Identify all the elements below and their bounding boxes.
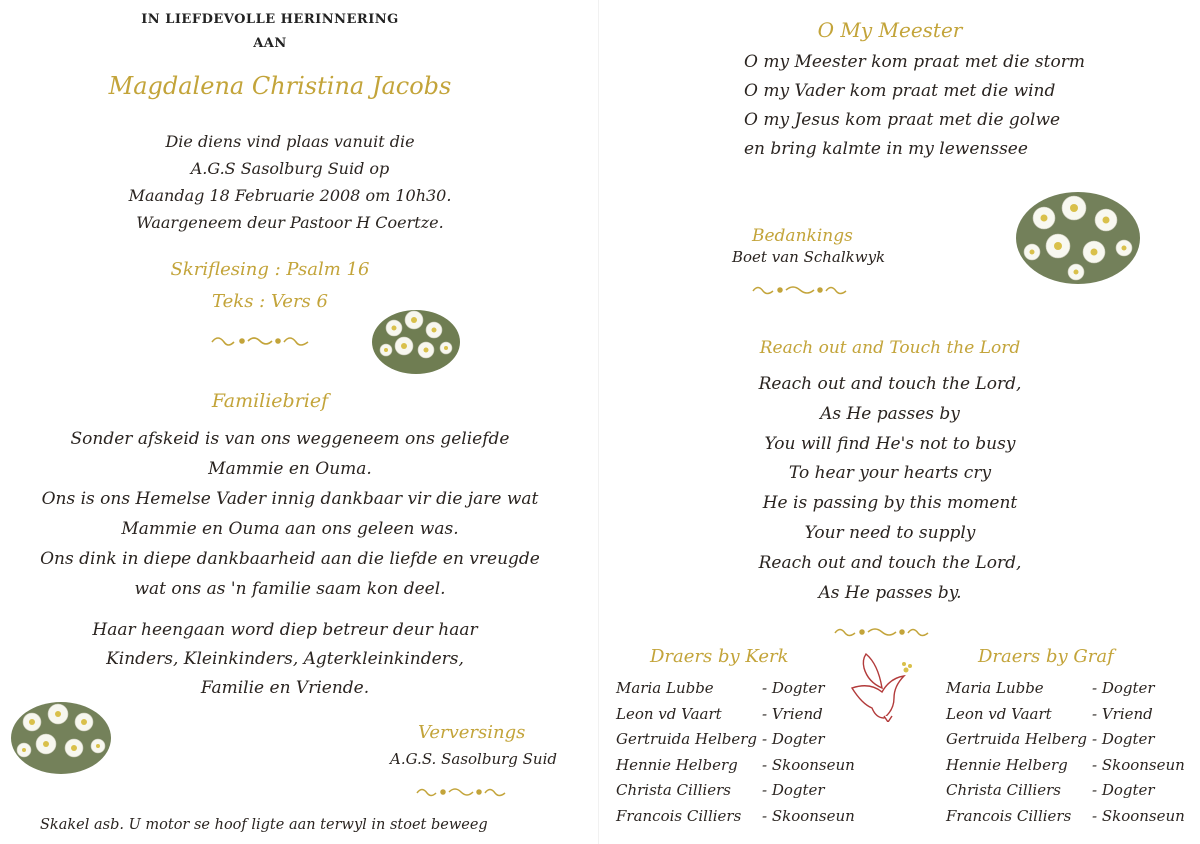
song-line: Your need to supply (804, 522, 976, 543)
mourning-line: Familie en Vriende. (200, 678, 370, 698)
mourning-line: Haar heengaan word diep betreur deur haar (92, 620, 478, 640)
familiebrief-line: Ons is ons Hemelse Vader innig dankbaar vir die jare wat (41, 489, 539, 509)
bearer-name: Francois Cilliers (616, 806, 742, 825)
bearer-name: Maria Lubbe (616, 679, 714, 697)
bearer-name: Leon vd Vaart (946, 704, 1052, 723)
poem-line: O my Vader kom praat met die wind (744, 81, 1056, 101)
song-line: Reach out and touch the Lord, (758, 374, 1022, 394)
bearer-name: Francois Cilliers (946, 806, 1072, 825)
text-verse-line: Teks : Vers 6 (212, 291, 328, 312)
gold-flourish-icon (832, 624, 932, 640)
memorial-header (120, 8, 420, 56)
church-bearers-relations (762, 676, 872, 829)
bearer-relation: - Vriend (1092, 704, 1153, 723)
familiebrief-line: Mammie en Ouma. (208, 459, 372, 479)
poem-text (744, 48, 1144, 164)
church-bearers-title: Draers by Kerk (650, 646, 789, 667)
refreshments-venue: A.G.S. Sasolburg Suid (390, 750, 557, 768)
header-line-2: AAN (253, 36, 287, 51)
thanks-title: Bedankings (752, 226, 853, 246)
bearer-name: Hennie Helberg (616, 755, 738, 774)
bearer-name: Christa Cilliers (616, 781, 731, 799)
grave-bearers-title: Draers by Graf (978, 646, 1114, 667)
daisy-bouquet-icon (6, 692, 116, 782)
service-line: Maandag 18 Februarie 2008 om 10h30. (128, 186, 452, 205)
bearer-name: Gertruida Helberg (616, 730, 758, 748)
poem-title: O My Meester (817, 18, 963, 42)
familiebrief-line: Mammie en Ouma aan ons geleen was. (121, 519, 459, 539)
familiebrief-line: Ons dink in diepe dankbaarheid aan die liefde en vreugde (40, 549, 540, 569)
service-line: A.G.S Sasolburg Suid op (190, 159, 390, 178)
poem-line: O my Meester kom praat met die storm (744, 52, 1085, 72)
bearer-relation: - Dogter (1092, 781, 1155, 799)
familiebrief-title: Familiebrief (211, 390, 329, 412)
song-line: Reach out and touch the Lord, (758, 552, 1022, 573)
gold-flourish-icon (750, 282, 850, 298)
header-line-1: IN LIEFDEVOLLE HERINNERING (141, 12, 399, 27)
thanks-name: Boet van Schalkwyk (732, 248, 886, 266)
grave-bearers-names (946, 676, 1096, 829)
song-text (730, 370, 1050, 608)
service-line: Die diens vind plaas vanuit die (165, 132, 415, 151)
song-title: Reach out and Touch the Lord (759, 338, 1021, 358)
church-bearers-names (616, 676, 766, 829)
bearer-name: Leon vd Vaart (616, 704, 722, 723)
bearer-relation: - Dogter (762, 781, 825, 799)
bearer-relation: - Skoonseun (1092, 755, 1185, 774)
bearer-relation: - Skoonseun (762, 806, 855, 825)
gold-flourish-icon (414, 784, 509, 800)
bearer-name: Gertruida Helberg (946, 730, 1088, 748)
bearer-relation: - Dogter (1092, 730, 1155, 748)
page-fold (598, 0, 599, 844)
refreshments-title: Verversings (418, 722, 526, 743)
bearer-relation: - Dogter (762, 679, 825, 697)
deceased-name: Magdalena Christina Jacobs (108, 72, 452, 100)
service-details (80, 128, 500, 236)
bearer-name: Maria Lubbe (946, 679, 1044, 697)
gold-flourish-icon (208, 332, 313, 350)
poem-line: en bring kalmte in my lewenssee (744, 139, 1028, 159)
poem-line: O my Jesus kom praat met die golwe (744, 110, 1061, 130)
bearer-name: Christa Cilliers (946, 781, 1061, 799)
familiebrief-line: wat ons as 'n familie saam kon deel. (134, 579, 446, 599)
familiebrief-line: Sonder afskeid is van ons weggeneem ons geliefde (70, 429, 510, 449)
service-line: Waargeneem deur Pastoor H Coertze. (136, 213, 444, 232)
mourning-text (50, 616, 520, 703)
song-line: As He passes by. (818, 582, 962, 603)
daisy-bouquet-icon (1010, 182, 1146, 294)
bearer-name: Hennie Helberg (946, 755, 1068, 774)
footer-note: Skakel asb. U motor se hoof ligte aan terwyl in stoet beweeg (40, 817, 488, 833)
familiebrief-text (20, 424, 560, 604)
bearer-relation: - Dogter (762, 730, 825, 748)
daisy-bouquet-icon (366, 298, 466, 380)
bearer-relation: - Skoonseun (762, 755, 855, 774)
song-line: He is passing by this moment (762, 493, 1018, 514)
bearer-relation: - Vriend (762, 704, 823, 723)
scripture-line: Skriflesing : Psalm 16 (170, 259, 370, 280)
song-line: To hear your hearts cry (788, 463, 992, 484)
grave-bearers-relations (1092, 676, 1198, 829)
mourning-line: Kinders, Kleinkinders, Agterkleinkinders, (106, 649, 464, 669)
bearer-relation: - Skoonseun (1092, 806, 1185, 825)
song-line: As He passes by (820, 403, 960, 424)
song-line: You will find He's not to busy (764, 433, 1016, 454)
bearer-relation: - Dogter (1092, 679, 1155, 697)
